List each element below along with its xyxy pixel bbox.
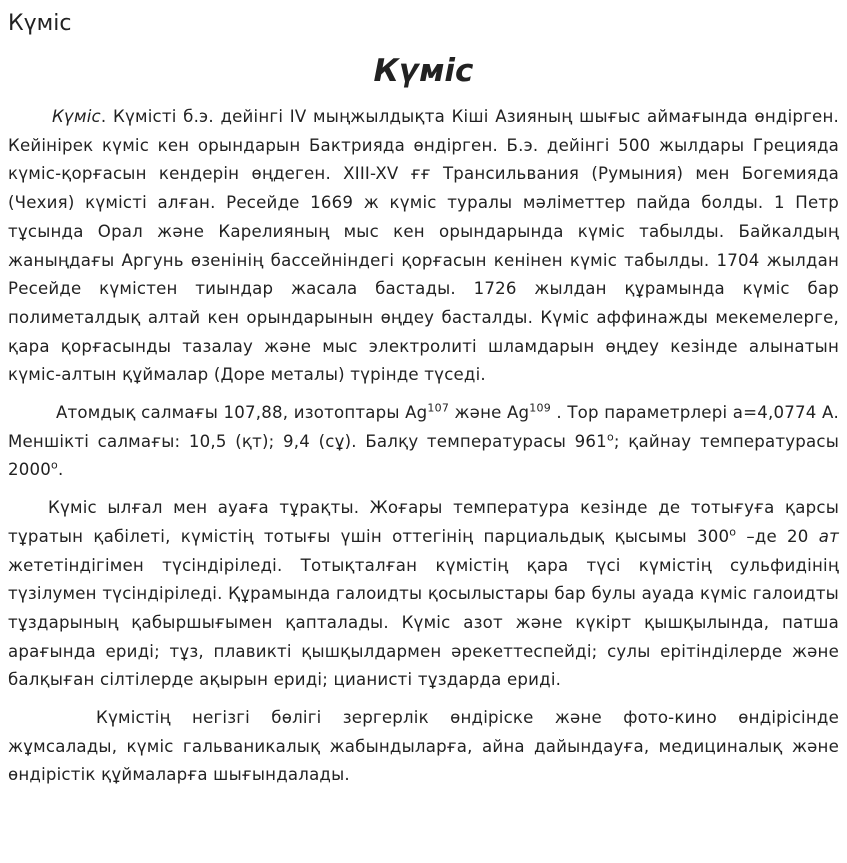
degree-superscript: о (729, 525, 737, 539)
properties-text-5: . (57, 460, 64, 480)
paragraph-lead-term: Күміс (52, 107, 101, 126)
degree-superscript: о (606, 430, 614, 444)
chemistry-text-1: Күміс ылғал мен ауаға тұрақты. Жоғары температура кезінде де тотығуға қарсы тұратын қабілеті, күмістің тотығы үшін оттегінің парциальдық қысымы 300 (8, 498, 839, 546)
properties-text-2: және Ag (449, 403, 530, 423)
chemistry-text-3: жететіндігімен түсіндіріледі. Тотықталған күмістің қара түсі күмістің сульфидінің түзілумен түсіндіріледі. Құрамында галоидты қосылыстары бар булы ауада күміс галоидты тұздарының қабыршығымен қапталады. Күміс азот және күкірт қышқылында, патша арағында ериді; тұз, плавикті қышқылдармен әрекеттеспейді; сулы ерітінділерде және балқыған сілтілерде ақырын ериді; цианисті тұздарда ериді. (8, 555, 839, 690)
paragraph-properties (8, 399, 839, 485)
paragraph-chemistry (8, 494, 839, 695)
chemistry-text-2: –де 20 (736, 526, 819, 546)
isotope-107-superscript: 107 (427, 401, 450, 415)
paragraph-history (8, 103, 839, 390)
properties-text-4: ; қайнау температурасы 2000 (8, 431, 840, 480)
paragraph-usage: Күмістің негізгі бөлігі зергерлік өндіріске және фото-кино өндірісінде жұмсалады, күміс гальваникалық жабындыларға, айна дайындауға, медициналық және өндірістік құймаларға шығындалады. (8, 708, 839, 785)
page-heading: Күміс (8, 11, 72, 36)
paragraph-history-text: . Күмісті б.э. дейінгі IV мыңжылдықта Кіші Азияның шығыс аймағында өндірген. Кейінірек күміс кен орындарын Бактрияда өндірген. Б.э. дейінгі 500 жылдары Грецияда күміс-қорғасын кендерін өңдеген. XIII-XV ғғ Трансильвания (Румыния) мен Богемияда (Чехия) күмісті алған. Ресейде 1669 ж күміс туралы мәліметтер пайда болды. 1 Петр тұсында Орал және Карелияның мыс кен орындарында күміс табылды. Байкалдың жаныңдағы Аргунь өзенінің бассейніндегі қорғасын кенінен күміс табылды. 1704 жылдан Ресейде күмістен тиындар жасала бастады. 1726 жылдан құрамында күміс бар полиметалдық алтай кен орындарынын өңдеу басталды. Күміс аффинажды мекемелерге, қара қорғасынды тазалау және мыс электролиті шламдарын өңдеу кезінде алынатын күміс-алтын құймалар (Доре металы) түрінде түседі. (8, 107, 839, 385)
degree-superscript: о (51, 458, 58, 472)
pressure-unit: ат (818, 526, 839, 546)
properties-text-1: Атомдық салмағы 107,88, изотоптары Ag (56, 403, 428, 423)
properties-text-3: . Тор параметрлері а=4,0774 А. Меншікті салмағы: 10,5 (қт); 9,4 (сұ). Балқу температурасы 961 (8, 403, 839, 451)
article-title: Күміс (373, 53, 474, 89)
isotope-109-superscript: 109 (529, 401, 551, 415)
